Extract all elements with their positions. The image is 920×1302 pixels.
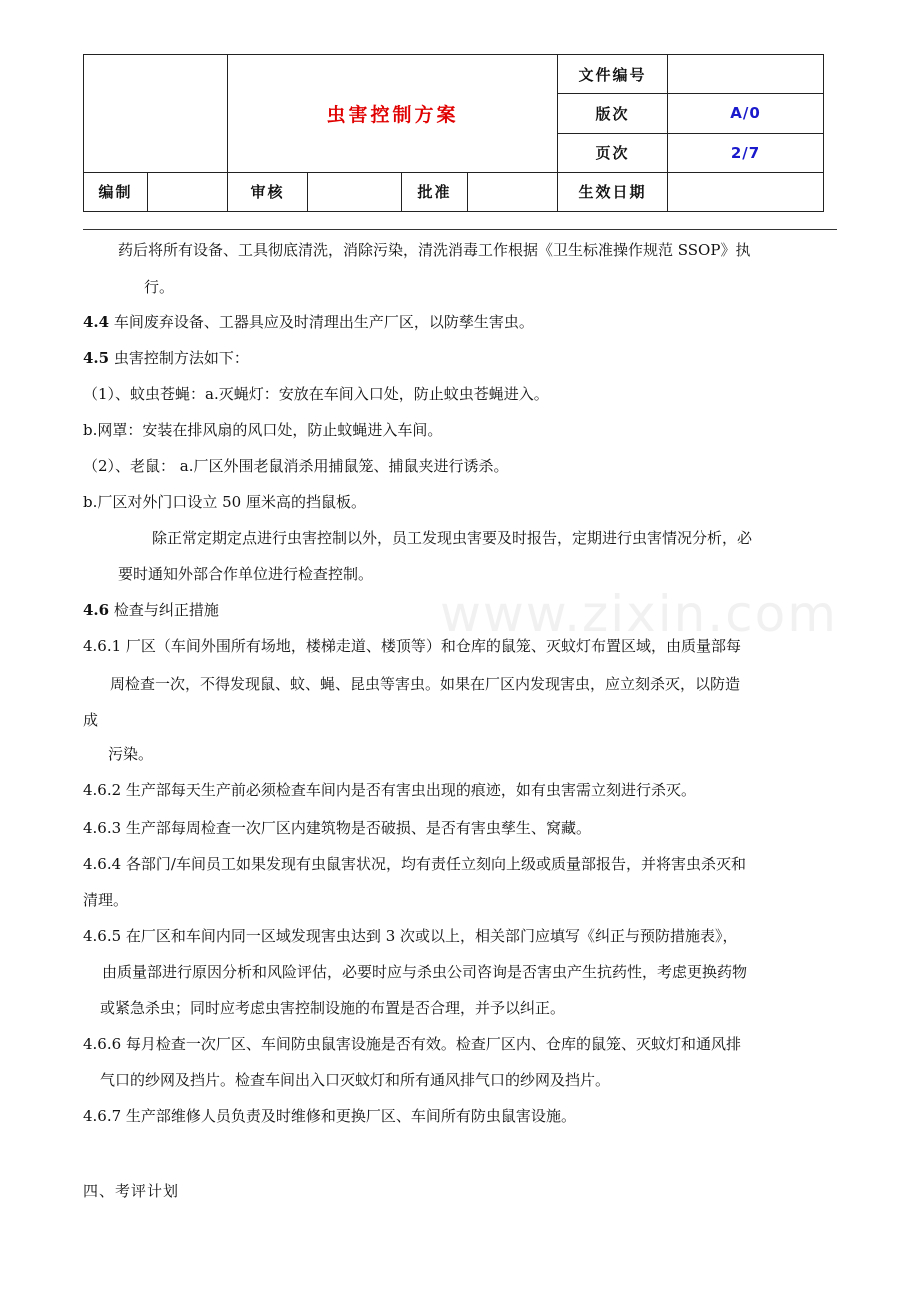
section-heading: 四、考评计划 <box>83 1182 180 1200</box>
version-value: A/0 <box>668 94 824 133</box>
paragraph-line: （1）、蚊虫苍蝇：a.灭蝇灯：安放在车间入口处，防止蚊虫苍蝇进入。 <box>83 385 549 403</box>
effective-date-value <box>668 172 824 211</box>
review-label: 审核 <box>228 172 308 211</box>
paragraph-line: 4.6.3 生产部每周检查一次厂区内建筑物是否破损、是否有害虫孳生、窝藏。 <box>83 819 591 837</box>
effective-date-label: 生效日期 <box>558 172 668 211</box>
clause-4-4 <box>83 312 534 332</box>
approve-value <box>468 172 558 211</box>
paragraph-line: 要时通知外部合作单位进行检查控制。 <box>118 565 374 583</box>
clause-number: 4.5 <box>83 349 110 367</box>
paragraph-line: 清理。 <box>83 891 129 909</box>
paragraph-line: 4.6.4 各部门/车间员工如果发现有虫鼠害状况，均有责任立刻向上级或质量部报告，并将害虫杀灭和 <box>83 855 746 873</box>
clause-text: 虫害控制方法如下： <box>109 349 249 367</box>
paragraph-line: 4.6.6 每月检查一次厂区、车间防虫鼠害设施是否有效。检查厂区内、仓库的鼠笼、灭蚊灯和通风排 <box>83 1035 741 1053</box>
logo-cell <box>84 55 228 173</box>
clause-4-5 <box>83 348 249 368</box>
paragraph-line: 由质量部进行原因分析和风险评估，必要时应与杀虫公司咨询是否害虫产生抗药性，考虑更换药物 <box>102 963 748 981</box>
paragraph-line: b.厂区对外门口设立 50 厘米高的挡鼠板。 <box>83 493 366 511</box>
approve-label: 批准 <box>402 172 468 211</box>
paragraph-line: 药后将所有设备、工具彻底清洗，消除污染，清洗消毒工作根据《卫生标准操作规范 SSOP》执 <box>118 241 751 259</box>
review-value <box>308 172 402 211</box>
paragraph-line: 4.6.7 生产部维修人员负责及时维修和更换厂区、车间所有防虫鼠害设施。 <box>83 1107 576 1125</box>
clause-text: 检查与纠正措施 <box>109 601 219 619</box>
paragraph-line: b.网罩：安装在排风扇的风口处，防止蚊蝇进入车间。 <box>83 421 443 439</box>
clause-number: 4.4 <box>83 313 110 331</box>
clause-number: 4.6 <box>83 601 110 619</box>
paragraph-line: 或紧急杀虫；同时应考虑虫害控制设施的布置是否合理，并予以纠正。 <box>100 999 566 1017</box>
watermark: www.zixin.com <box>440 585 838 643</box>
document-header-table <box>83 54 824 212</box>
clause-text: 车间废弃设备、工器具应及时清理出生产厂区，以防孳生害虫。 <box>109 313 534 331</box>
paragraph-line: （2）、老鼠： a.厂区外围老鼠消杀用捕鼠笼、捕鼠夹进行诱杀。 <box>83 457 509 475</box>
page-label: 页次 <box>558 133 668 172</box>
file-number-value <box>668 55 824 94</box>
page-value: 2/7 <box>668 133 824 172</box>
header-rule <box>83 229 837 230</box>
clause-4-6 <box>83 600 219 620</box>
paragraph-line: 4.6.5 在厂区和车间内同一区域发现害虫达到 3 次或以上，相关部门应填写《纠正与预防措施表》， <box>83 927 738 945</box>
compile-label: 编制 <box>84 172 148 211</box>
compile-value <box>148 172 228 211</box>
paragraph-line: 气口的纱网及挡片。检查车间出入口灭蚊灯和所有通风排气口的纱网及挡片。 <box>100 1071 611 1089</box>
file-number-label: 文件编号 <box>558 55 668 94</box>
paragraph-line: 4.6.2 生产部每天生产前必须检查车间内是否有害虫出现的痕迹，如有虫害需立刻进行杀灭。 <box>83 781 696 799</box>
paragraph-line: 4.6.1 厂区（车间外围所有场地，楼梯走道、楼顶等）和仓库的鼠笼、灭蚊灯布置区域，由质量部每 <box>83 637 741 655</box>
version-label: 版次 <box>558 94 668 133</box>
paragraph-line: 成 <box>83 711 99 729</box>
paragraph-line: 周检查一次，不得发现鼠、蚊、蝇、昆虫等害虫。如果在厂区内发现害虫，应立刻杀灭，以防造 <box>110 675 741 693</box>
document-title: 虫害控制方案 <box>228 55 558 173</box>
paragraph-line: 污染。 <box>108 745 154 763</box>
paragraph-line: 行。 <box>144 278 175 296</box>
paragraph-line: 除正常定期定点进行虫害控制以外，员工发现虫害要及时报告，定期进行虫害情况分析，必 <box>152 529 753 547</box>
